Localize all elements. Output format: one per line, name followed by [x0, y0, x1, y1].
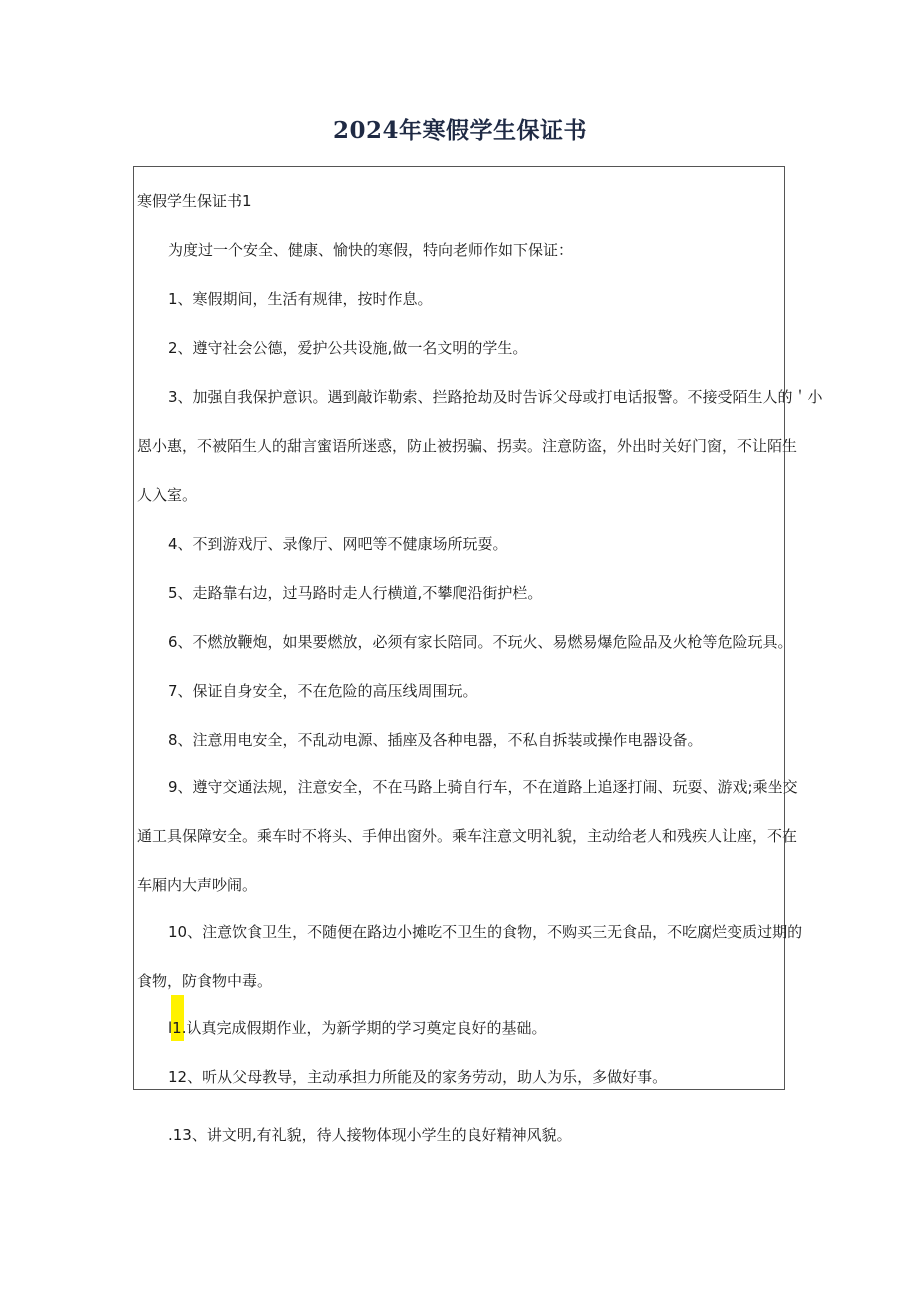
list-item: 7、保证自身安全，不在危险的高压线周围玩。 [168, 682, 478, 700]
list-item-continuation: 恩小惠，不被陌生人的甜言蜜语所迷惑，防止被拐骗、拐卖。注意防盗，外出时关好门窗，不让陌生 [137, 437, 798, 455]
intro-paragraph: 为度过一个安全、健康、愉快的寒假，特向老师作如下保证： [168, 241, 574, 259]
list-item: 10、注意饮食卫生，不随便在路边小摊吃不卫生的食物，不购买三无食品，不吃腐烂变质过期的 [168, 923, 803, 941]
list-item: 9、遵守交通法规，注意安全，不在马路上骑自行车，不在道路上追逐打闹、玩耍、游戏;乘坐交 [168, 778, 798, 796]
document-title: 2024年寒假学生保证书 [332, 117, 587, 144]
list-item: 1、寒假期间，生活有规律，按时作息。 [168, 290, 433, 308]
section-heading: 寒假学生保证书1 [137, 192, 252, 210]
list-item-continuation: 通工具保障安全。乘车时不将头、手伸出窗外。乘车注意文明礼貌，主动给老人和残疾人让座，不在 [137, 827, 798, 845]
list-item: 6、不燃放鞭炮，如果要燃放，必须有家长陪同。不玩火、易燃易爆危险品及火枪等危险玩具。 [168, 633, 793, 651]
list-item: 12、听从父母教导，主动承担力所能及的家务劳动，助人为乐，多做好事。 [168, 1068, 668, 1086]
list-item: l1.认真完成假期作业，为新学期的学习奠定良好的基础。 [168, 1019, 547, 1037]
list-item-continuation: 人入室。 [137, 486, 198, 504]
list-item: 8、注意用电安全，不乱动电源、插座及各种电器，不私自拆装或操作电器设备。 [168, 731, 703, 749]
list-item-outside-box: .13、讲文明,有礼貌，待人接物体现小学生的良好精神风貌。 [168, 1126, 572, 1144]
list-item-continuation: 食物，防食物中毒。 [137, 972, 273, 990]
list-item: 2、遵守社会公德，爱护公共设施,做一名文明的学生。 [168, 339, 528, 357]
list-item-continuation: 车厢内大声吵闹。 [137, 876, 258, 894]
list-item: 3、加强自我保护意识。遇到敲诈勒索、拦路抢劫及时告诉父母或打电话报警。不接受陌生人的＇小 [168, 388, 823, 406]
list-item: 5、走路靠右边，过马路时走人行横道,不攀爬沿街护栏。 [168, 584, 543, 602]
list-item: 4、不到游戏厅、录像厅、网吧等不健康场所玩耍。 [168, 535, 508, 553]
